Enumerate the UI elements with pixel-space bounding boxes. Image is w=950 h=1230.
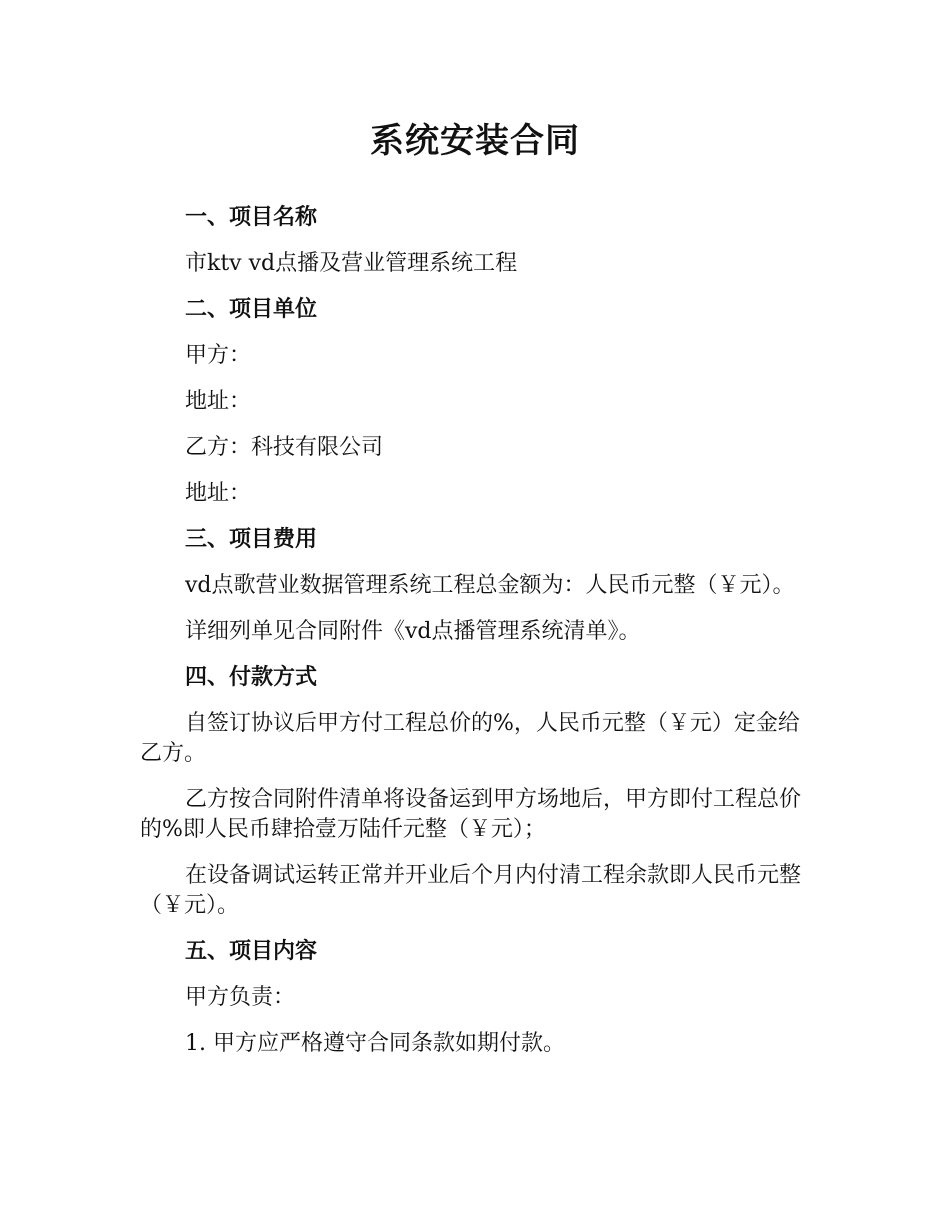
document-title: 系统安装合同 bbox=[370, 121, 580, 161]
party-b-address-line: 地址： bbox=[185, 481, 252, 506]
equipment-list-paragraph: 详细列单见合同附件《vd点播管理系统清单》。 bbox=[185, 619, 641, 644]
section-heading-project-parties: 二、项目单位 bbox=[185, 297, 318, 322]
party-a-line: 甲方： bbox=[185, 343, 252, 368]
responsibility-item: 1. 甲方应严格遵守合同条款如期付款。 bbox=[185, 1031, 565, 1056]
total-amount-paragraph: vd点歌营业数据管理系统工程总金额为：人民币元整（￥元）。 bbox=[185, 573, 795, 598]
section-heading-project-name: 一、项目名称 bbox=[185, 205, 318, 230]
delivery-payment-paragraph: 乙方按合同附件清单将设备运到甲方场地后，甲方即付工程总价的%即人民币肆拾壹万陆仟元整（￥元）； bbox=[140, 787, 802, 842]
section-heading-project-cost: 三、项目费用 bbox=[185, 527, 318, 552]
section-heading-payment-method: 四、付款方式 bbox=[185, 665, 318, 690]
party-a-address-line: 地址： bbox=[185, 389, 252, 414]
final-payment-paragraph: 在设备调试运转正常并开业后个月内付清工程余款即人民币元整（￥元）。 bbox=[140, 863, 802, 918]
section-heading-project-content: 五、项目内容 bbox=[185, 939, 318, 964]
deposit-paragraph: 自签订协议后甲方付工程总价的%，人民币元整（￥元）定金给乙方。 bbox=[140, 711, 800, 766]
party-b-line: 乙方：科技有限公司 bbox=[185, 435, 384, 460]
party-a-responsibility-label: 甲方负责： bbox=[185, 985, 296, 1010]
document-body bbox=[140, 203, 810, 1075]
project-name-text: 市ktv vd点播及营业管理系统工程 bbox=[185, 251, 518, 276]
